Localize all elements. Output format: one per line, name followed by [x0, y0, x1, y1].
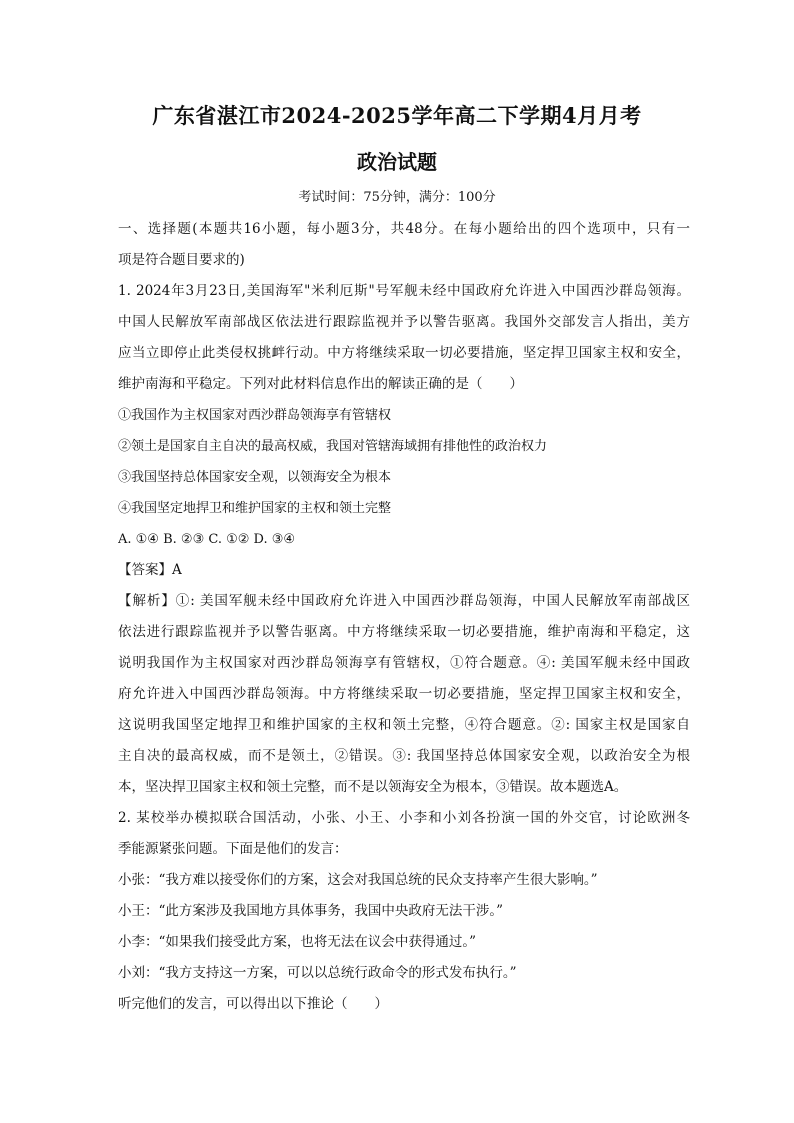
- question-prompt: 听完他们的发言，可以得出以下推论（ ）: [118, 996, 388, 1012]
- analysis-line: 【解析】①: 美国军舰未经中国政府允许进入中国西沙群岛领海，中国人民解放军南部战区: [118, 593, 690, 609]
- document-title: 广东省湛江市2024-2025学年高二下学期4月月考: [152, 103, 642, 128]
- analysis-line: 主自决的最高权威，而不是领土，②错误。③: 我国坚持总体国家安全观，以政治安全为根: [118, 748, 690, 764]
- document-subtitle: 政治试题: [357, 150, 437, 174]
- exam-meta: 考试时间：75分钟，满分：100分: [298, 190, 496, 205]
- statement-item: ④我国坚定地捍卫和维护国家的主权和领土完整: [118, 501, 392, 516]
- statement-item: ③我国坚持总体国家安全观，以领海安全为根本: [118, 470, 392, 485]
- section-heading-line: 项是符合题目要求的): [118, 252, 245, 268]
- speech-line: 小王：“此方案涉及我国地方具体事务，我国中央政府无法干涉。”: [118, 903, 504, 919]
- speech-line: 小刘：“我方支持这一方案，可以以总统行政命令的形式发布执行。”: [118, 965, 517, 981]
- document-body: [118, 214, 690, 1020]
- question-stem-line: 应当立即停止此类侵权挑衅行动。中方将继续采取一切必要措施，坚定捍卫国家主权和安全，: [118, 345, 690, 361]
- question-stem-line: 1. 2024年3月23日,美国海军"米利厄斯"号军舰未经中国政府允许进入中国西沙群岛领海。: [118, 283, 690, 299]
- question-stem-line: 中国人民解放军南部战区依法进行跟踪监视并予以警告驱离。我国外交部发言人指出，美方: [118, 314, 690, 330]
- question-stem-line: 季能源紧张问题。下面是他们的发言：: [118, 841, 348, 857]
- speech-line: 小张：“我方难以接受你们的方案，这会对我国总统的民众支持率产生很大影响。”: [118, 872, 598, 888]
- statement-item: ①我国作为主权国家对西沙群岛领海享有管辖权: [118, 408, 392, 423]
- section-heading-line: 一、选择题(本题共16小题，每小题3分，共48分。在每小题给出的四个选项中，只有一: [118, 221, 690, 237]
- speech-line: 小李：“如果我们接受此方案，也将无法在议会中获得通过。”: [118, 934, 477, 950]
- analysis-line: 本，坚决捍卫国家主权和领土完整，而不是以领海安全为根本，③错误。故本题选A。: [118, 779, 628, 795]
- analysis-line: 依法进行跟踪监视并予以警告驱离。中方将继续采取一切必要措施，维护南海和平稳定，这: [118, 624, 690, 640]
- analysis-line: 府允许进入中国西沙群岛领海。中方将继续采取一切必要措施，坚定捍卫国家主权和安全，: [118, 686, 690, 702]
- answer-label: 【答案】A: [118, 562, 182, 578]
- analysis-line: 说明我国作为主权国家对西沙群岛领海享有管辖权，①符合题意。④: 美国军舰未经中国政: [118, 655, 690, 671]
- answer-options: A. ①④ B. ②③ C. ①② D. ③④: [118, 532, 296, 547]
- question-stem-line: 维护南海和平稳定。下列对此材料信息作出的解读正确的是（ ）: [118, 376, 523, 392]
- statement-item: ②领土是国家自主自决的最高权威，我国对管辖海域拥有排他性的政治权力: [118, 439, 548, 454]
- question-stem-line: 2. 某校举办模拟联合国活动，小张、小王、小李和小刘各扮演一国的外交官，讨论欧洲冬: [118, 810, 690, 826]
- analysis-line: 这说明我国坚定地捍卫和维护国家的主权和领土完整，④符合题意。②: 国家主权是国家自: [118, 717, 690, 733]
